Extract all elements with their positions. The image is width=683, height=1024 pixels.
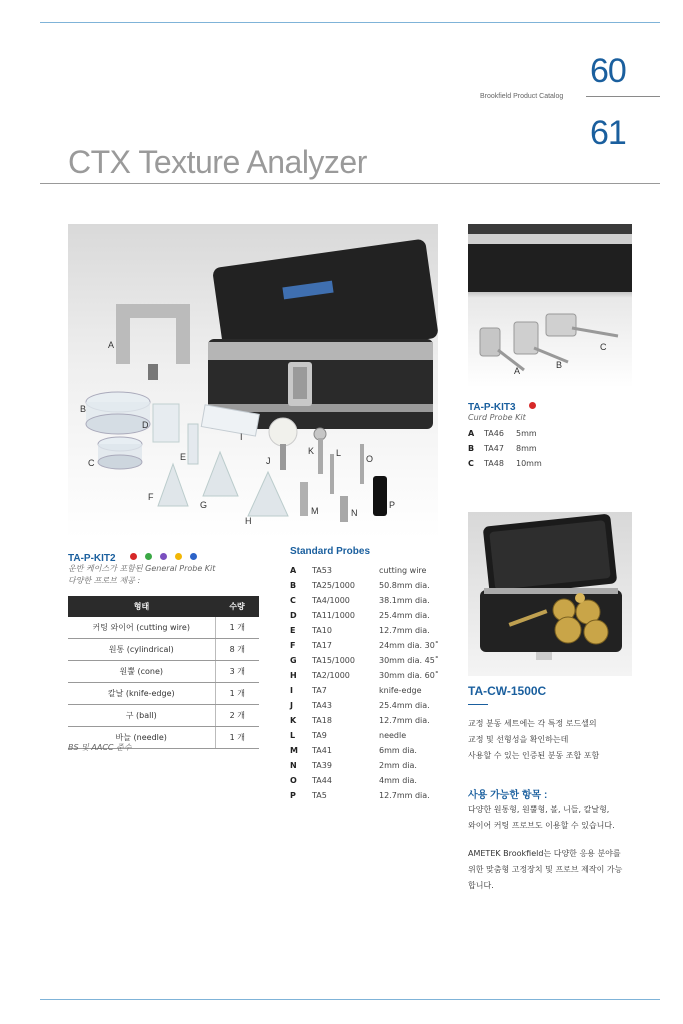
- purple-dot-icon: [160, 553, 167, 560]
- calibration-weight-set-photo: [468, 512, 632, 676]
- photo-label-g: G: [200, 500, 208, 510]
- available-items-text: [468, 802, 615, 834]
- table-cell-type: 원뿔 (cone): [68, 661, 215, 683]
- cw1500c-desc-line: 교정 및 선형성을 확인하는데: [468, 735, 569, 744]
- ametek-note-line: 위한 맞춤형 고정장치 및 프로브 제작이 가능: [468, 865, 623, 874]
- weight-set-illustration: [468, 512, 632, 676]
- table-cell-qty: 1 개: [215, 683, 259, 705]
- kit3-title: TA-P-KIT3: [468, 402, 516, 413]
- table-header-qty: 수량: [215, 596, 259, 617]
- kit3-list: A TA46 5mm B TA47 8mm C TA48 10mm: [468, 429, 542, 468]
- red-dot-icon: [130, 553, 137, 560]
- photo-label-o: O: [366, 454, 374, 464]
- kit3-photo-label-a: A: [514, 366, 521, 376]
- ametek-note: [468, 846, 622, 894]
- photo-label-h: H: [245, 516, 252, 526]
- page-title: CTX Texture Analyzer: [68, 144, 367, 180]
- table-cell-type: 칼날 (knife-edge): [68, 683, 215, 705]
- cw1500c-desc-line: 교정 분동 세트에는 각 특정 로드셀의: [468, 719, 597, 728]
- table-cell-qty: 1 개: [215, 727, 259, 749]
- catalog-rule: [586, 96, 660, 97]
- photo-label-m: M: [311, 506, 319, 516]
- probe-kit-illustration: [68, 224, 438, 538]
- general-probe-kit-photo: [68, 224, 438, 538]
- photo-label-d: D: [142, 420, 149, 430]
- yellow-dot-icon: [175, 553, 182, 560]
- cw1500c-description: [468, 716, 599, 764]
- title-rule: [40, 183, 660, 184]
- green-dot-icon: [145, 553, 152, 560]
- table-header-type: 형태: [68, 596, 215, 617]
- kit2-subtitle: [68, 563, 215, 587]
- photo-label-n: N: [351, 508, 358, 518]
- ametek-note-line: 합니다.: [468, 881, 494, 890]
- photo-label-i: I: [240, 432, 243, 442]
- kit3-photo-label-c: C: [600, 342, 607, 352]
- bottom-rule: [40, 999, 660, 1000]
- top-rule: [40, 22, 660, 23]
- page-number-left: 60: [590, 52, 626, 90]
- kit3-subtitle: Curd Probe Kit: [468, 413, 526, 422]
- blue-dot-icon: [190, 553, 197, 560]
- table-cell-qty: 8 개: [215, 639, 259, 661]
- ametek-note-line: AMETEK Brookfield는 다양한 응용 분야를: [468, 849, 621, 858]
- table-row: [68, 705, 259, 727]
- table-row: [68, 617, 259, 639]
- photo-label-f: F: [148, 492, 154, 502]
- available-items-line: 와이어 커팅 프로브도 이용할 수 있습니다.: [468, 821, 615, 830]
- photo-label-e: E: [180, 452, 187, 462]
- red-dot-icon: [529, 402, 536, 409]
- table-row: [68, 639, 259, 661]
- table-cell-qty: 1 개: [215, 617, 259, 639]
- table-cell-type: 원통 (cylindrical): [68, 639, 215, 661]
- table-cell-qty: 3 개: [215, 661, 259, 683]
- table-cell-type: 구 (ball): [68, 705, 215, 727]
- table-cell-type: 바늘 (needle): [68, 727, 215, 749]
- photo-label-l: L: [336, 448, 342, 458]
- table-cell-type: 커팅 와이어 (cutting wire): [68, 617, 215, 639]
- photo-label-p: P: [389, 500, 396, 510]
- photo-label-k: K: [308, 446, 315, 456]
- kit2-subtitle-line-1: 운반 케이스가 포함된 General Probe Kit: [68, 564, 216, 573]
- available-items-heading: 사용 가능한 항목 :: [468, 790, 548, 801]
- photo-label-b: B: [80, 404, 87, 414]
- cw1500c-title: TA-CW-1500C: [468, 684, 547, 698]
- table-row: [68, 683, 259, 705]
- standard-probes-list: A TA53 cutting wire B TA25/1000 50.8mm dia. C TA4/1000 38.1mm dia. D TA11/1000 25.4mm dia. E TA10 12.7mm dia. F TA17 24mm dia. 30˚ G TA15/1000 30mm dia. 45˚ H TA2/1000 30mm dia. 60˚ I TA7 knife-edge J TA43 25.4mm dia. K TA18 12.7mm dia. L TA9 needle M TA41 6mm dia. N TA39 2mm dia. O TA44 4mm dia. P TA5 12.7mm dia.: [290, 566, 439, 800]
- cw1500c-desc-line: 사용할 수 있는 인증된 분동 조합 포함: [468, 751, 600, 760]
- kit2-table: [68, 596, 259, 749]
- photo-label-c: C: [88, 458, 95, 468]
- kit2-subtitle-line-2: 다양한 프로브 제공 :: [68, 576, 141, 585]
- photo-label-a: A: [108, 340, 115, 350]
- cw1500c-title-rule: [468, 704, 488, 705]
- table-row: [68, 661, 259, 683]
- curd-probe-illustration: [468, 224, 632, 388]
- available-items-line: 다양한 원통형, 원뿔형, 볼, 니들, 칼날형,: [468, 805, 610, 814]
- kit2-note: BS 및 AACC 준수: [68, 743, 132, 752]
- kit2-title: TA-P-KIT2: [68, 553, 116, 564]
- curd-probe-kit-photo: [468, 224, 632, 388]
- photo-label-j: J: [266, 456, 271, 466]
- page-number-right: 61: [590, 114, 626, 152]
- kit3-photo-label-b: B: [556, 360, 563, 370]
- standard-probes-title: Standard Probes: [290, 546, 371, 557]
- table-cell-qty: 2 개: [215, 705, 259, 727]
- catalog-label: Brookfield Product Catalog: [480, 93, 564, 100]
